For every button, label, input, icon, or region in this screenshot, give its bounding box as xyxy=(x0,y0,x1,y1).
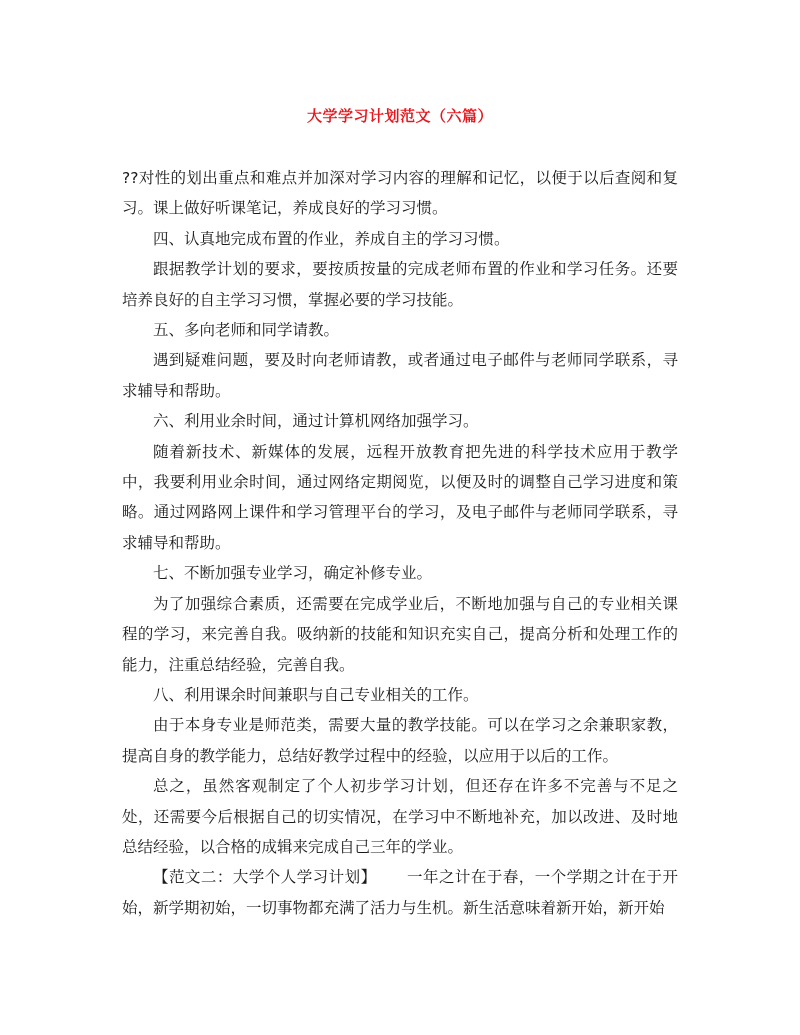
paragraph-13 xyxy=(122,862,678,923)
paragraph-10: 八、利用课余时间兼职与自己专业相关的工作。 xyxy=(153,685,479,704)
paragraph-5: 遇到疑难问题，要及时向老师请教，或者通过电子邮件与老师同学联系，寻求辅导和帮助。 xyxy=(122,351,678,400)
document-body xyxy=(122,163,678,923)
paragraph-3: 跟据教学计划的要求，要按质按量的完成老师布置的作业和学习任务。还要培养良好的自主学习习惯，掌握必要的学习技能。 xyxy=(122,260,678,309)
section-text: 一年之计在于春，一个学期之计在于开始，新学期初始，一切事物都充满了活力与生机。新生活意味着新开始，新开始 xyxy=(122,868,678,917)
paragraph-2: 四、认真地完成布置的作业，养成自主的学习习惯。 xyxy=(153,229,510,248)
paragraph-8: 七、不断加强专业学习，确定补修专业。 xyxy=(153,564,433,583)
paragraph-9: 为了加强综合素质，还需要在完成学业后，不断地加强与自己的专业相关课程的学习，来完善自我。吸纳新的技能和知识充实自己，提高分析和处理工作的能力，注重总结经验，完善自我。 xyxy=(122,594,678,674)
paragraph-7: 随着新技术、新媒体的发展，远程开放教育把先进的科学技术应用于教学中，我要利用业余时间，通过网络定期阅览，以便及时的调整自己学习进度和策略。通过网路网上课件和学习管理平台的学习，及电子邮件与老师同学联系，寻求辅导和帮助。 xyxy=(122,442,678,552)
paragraph-6: 六、利用业余时间，通过计算机网络加强学习。 xyxy=(153,412,479,431)
paragraph-1: ??对性的划出重点和难点并加深对学习内容的理解和记忆，以便于以后查阅和复习。课上做好听课笔记，养成良好的学习习惯。 xyxy=(122,169,678,218)
paragraph-11: 由于本身专业是师范类，需要大量的教学技能。可以在学习之余兼职家教，提高自身的教学能力，总结好教学过程中的经验，以应用于以后的工作。 xyxy=(122,716,678,765)
document-title: 大学学习计划范文（六篇） xyxy=(306,107,493,125)
section-heading: 【范文二：大学个人学习计划】 xyxy=(153,868,377,887)
paragraph-12: 总之，虽然客观制定了个人初步学习计划，但还存在许多不完善与不足之处，还需要今后根据自己的切实情况，在学习中不断地补充，加以改进、及时地总结经验，以合格的成辑来完成自己三年的学业。 xyxy=(122,777,678,856)
paragraph-4: 五、多向老师和同学请教。 xyxy=(153,321,340,340)
